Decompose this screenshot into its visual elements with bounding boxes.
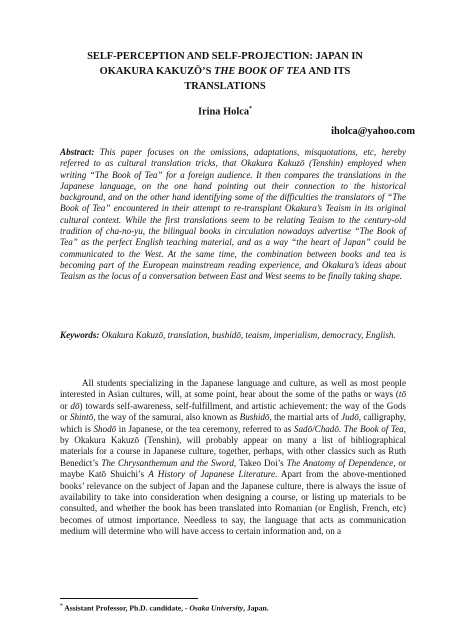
abstract-text: This paper focuses on the omissions, adaptations, misquotations, etc, hereby referred to as cultural translation tricks, that Okakura Kakuzō (Tenshin) employed when writing “The Book of Tea” for a foreign audience. It then compares the translations in the Japanese language, on the one hand pointing out their connection to the historical background, and on the other hand identifying some of the difficulties the translators of “The Book of Tea” encountered in their attempt to re-transplant Okakura’s Teaism in its original cultural context. While the first translations seem to be relating Teaism to the century-old tradition of cha-no-yu, the bilingual books in circulation nowadays advertise “The Book of Tea” as the perfect English teaching material, and as a way “the heart of Japan” could be communicated to the West. At the same time, the combination between books and tea is becoming part of the European mainstream reading experience, and Okakura’s ideas about Teaism as the locus of a conversation between East and West seems to be finally taking shape.	[60, 147, 406, 282]
title-line-2-start: OKAKURA KAKUZŌ’S	[99, 66, 214, 77]
body-book-title: A History of Japanese Literature	[148, 469, 275, 480]
body-text: , or maybe Katō Shuichi’s	[60, 457, 406, 480]
author-email: iholca@yahoo.com	[331, 126, 415, 137]
body-text: , the way of the samurai, also known as	[93, 412, 240, 423]
footnote-text: Assistant Professor, Ph.D. candidate, -	[62, 603, 190, 613]
title-book-name: THE BOOK OF TEA	[213, 66, 307, 77]
keywords-label: Keywords:	[60, 330, 100, 340]
body-term: Sadō/Chadō	[293, 423, 339, 434]
title-line-1: SELF-PERCEPTION AND SELF-PROJECTION: JAPAN IN	[87, 51, 363, 62]
body-term: Judō	[341, 412, 359, 423]
author-name	[40, 106, 410, 117]
paper-title	[40, 49, 410, 94]
body-term: Bushidō	[239, 412, 270, 423]
body-book-title: The Anatomy of Dependence	[286, 457, 394, 468]
body-text: . Apart from the above-mentioned books’ relevance on the subject of Japan and the Japanese culture, there is always the issue of availability to take into consideration when designing a course, or listing up materials to be consulted, and whether the book has been translated into Romanian (or English, French, etc) becomes of utmost importance. Needless to say, the language that acts as communication medium will determine who will have access to certain information and, on a	[60, 469, 406, 537]
body-text: in Japanese, or the tea ceremony, referred to as	[116, 423, 294, 434]
body-text: or	[60, 400, 71, 411]
author-text: Irina Holca	[197, 106, 250, 118]
body-book-title: The Book of Tea	[343, 423, 404, 434]
body-book-title: The Chrysanthemum and the Sword	[101, 457, 234, 468]
footnote-mark: *	[60, 603, 63, 609]
footnote-separator	[60, 598, 198, 599]
body-text: , calligraphy, which is	[60, 412, 406, 434]
title-line-2	[40, 64, 410, 79]
keywords	[60, 330, 406, 341]
body-term: tō	[398, 389, 406, 400]
body-text: .	[338, 423, 344, 434]
body-term: Shintō	[69, 412, 94, 423]
keywords-text: Okakura Kakuzō, translation, bushidō, teaism, imperialism, democracy, English.	[99, 330, 396, 340]
body-paragraph	[60, 378, 406, 538]
title-line-2-end: AND ITS	[306, 66, 351, 77]
title-line-3: TRANSLATIONS	[184, 81, 266, 92]
footnote	[60, 603, 406, 613]
body-term: Shodō	[93, 423, 117, 434]
footnote-affiliation: Osaka University	[189, 603, 244, 613]
body-text: , Takeo Doi’s	[233, 457, 287, 468]
footnote-end: , Japan.	[243, 603, 269, 613]
body-term: dō	[70, 400, 80, 411]
body-text: All students specializing in the Japanese language and culture, as well as most people interested in Asian cultures, will, at some point, hear about the some of the paths or ways (	[60, 378, 406, 400]
body-text: , by Okakura Kakuzō (Tenshin), will probably appear on many a list of bibliographical materials for a course in Japanese culture, together, perhaps, with other classics such as Ruth Benedict’s	[60, 423, 407, 468]
body-text: , the martial arts of	[269, 412, 342, 423]
abstract	[60, 147, 406, 283]
author-footnote-mark: *	[249, 106, 253, 112]
abstract-label: Abstract:	[60, 147, 95, 157]
body-text: ) towards self-awareness, self-fulfillment, and artistic achievement: the way of the Gods or	[60, 400, 406, 423]
